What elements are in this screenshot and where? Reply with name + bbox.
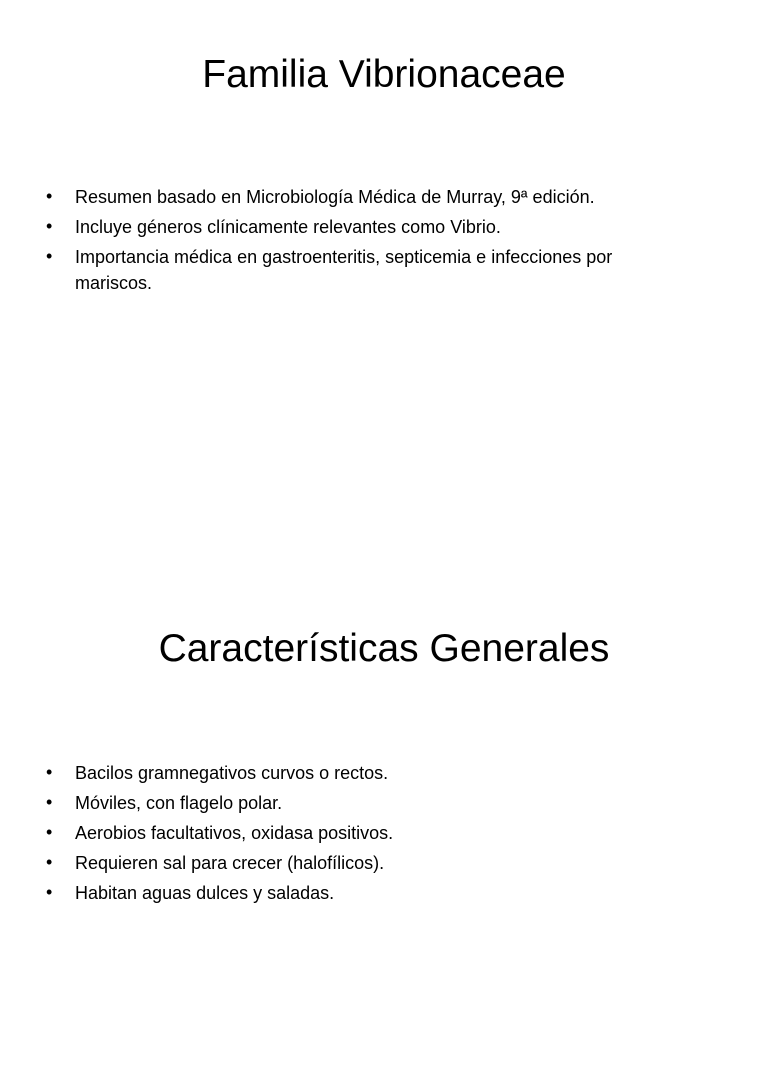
bullet-dot-icon: • <box>46 792 53 812</box>
bullet-dot-icon: • <box>46 246 53 266</box>
bullet-text: Bacilos gramnegativos curvos o rectos. <box>75 763 389 783</box>
bullet-dot-icon: • <box>46 186 53 206</box>
bullet-dot-icon: • <box>46 822 53 842</box>
bullet-text: Móviles, con flagelo polar. <box>75 793 283 813</box>
bullet-text: Habitan aguas dulces y saladas. <box>75 883 335 903</box>
slide-title: Familia Vibrionaceae <box>202 53 566 96</box>
bullet-item <box>46 820 686 846</box>
slide-familia-vibrionaceae <box>0 0 768 512</box>
slide-title: Características Generales <box>158 627 610 670</box>
bullet-item <box>46 184 686 210</box>
bullet-item <box>46 760 686 786</box>
bullet-list <box>46 184 686 300</box>
bullet-list <box>46 760 686 910</box>
slide-caracteristicas-generales <box>0 576 768 1088</box>
bullet-text: Resumen basado en Microbiología Médica de Murray, 9ª edición. <box>75 187 595 207</box>
bullet-item <box>46 880 686 906</box>
bullet-item <box>46 214 686 240</box>
bullet-dot-icon: • <box>46 216 53 236</box>
bullet-item <box>46 790 686 816</box>
bullet-text: Importancia médica en gastroenteritis, septicemia e infecciones por mariscos. <box>75 247 613 293</box>
bullet-item <box>46 850 686 876</box>
bullet-dot-icon: • <box>46 852 53 872</box>
bullet-item <box>46 244 686 296</box>
bullet-dot-icon: • <box>46 762 53 782</box>
bullet-text: Requieren sal para crecer (halofílicos). <box>75 853 385 873</box>
bullet-dot-icon: • <box>46 882 53 902</box>
bullet-text: Incluye géneros clínicamente relevantes como Vibrio. <box>75 217 501 237</box>
bullet-text: Aerobios facultativos, oxidasa positivos. <box>75 823 394 843</box>
